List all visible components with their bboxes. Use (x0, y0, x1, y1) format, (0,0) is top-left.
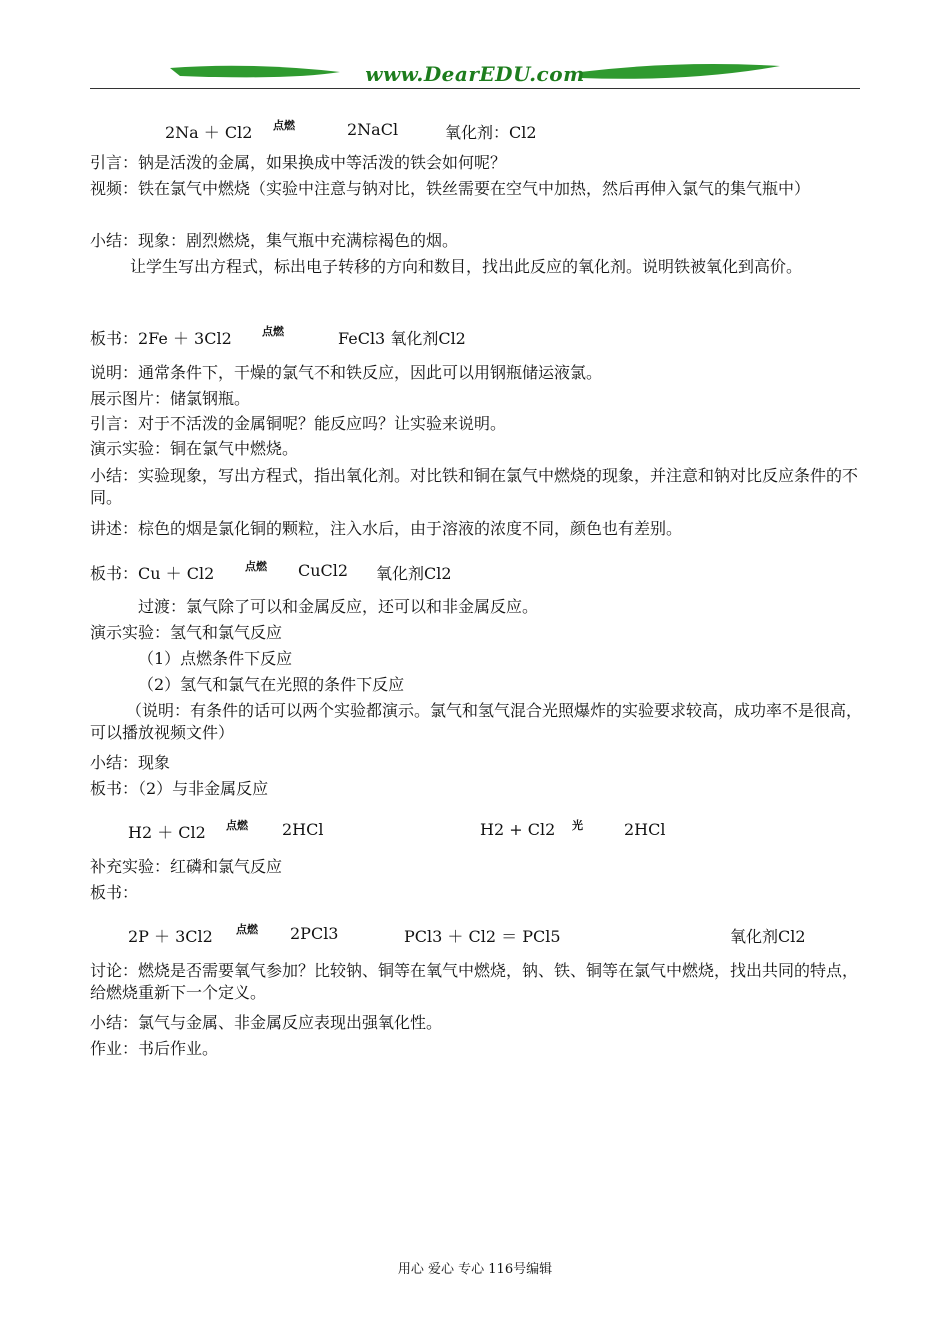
paragraph: 展示图片：储氯钢瓶。 (90, 389, 251, 408)
eq-mid: PCl3 ＋ Cl2 ＝ PCl5 (404, 927, 561, 946)
paragraph: 板书： (90, 883, 139, 902)
reaction-condition: 点燃 (262, 325, 284, 338)
reaction-condition: 点燃 (226, 819, 248, 832)
eq-right: 2HCl (282, 820, 324, 839)
header-banner (90, 58, 860, 92)
paragraph: 板书：（2）与非金属反应 (90, 779, 269, 798)
paragraph: 让学生写出方程式，标出电子转移的方向和数目，找出此反应的氧化剂。说明铁被氧化到高价。 (130, 257, 803, 276)
eq-note: 氧化剂Cl2 (376, 564, 452, 583)
paragraph: 引言：对于不活泼的金属铜呢？能反应吗？让实验来说明。 (90, 414, 507, 433)
paragraph: 视频：铁在氯气中燃烧（实验中注意与钠对比，铁丝需要在空气中加热，然后再伸入氯气的集气瓶中） (90, 179, 811, 198)
paragraph: 小结：实验现象，写出方程式，指出氧化剂。对比铁和铜在氯气中燃烧的现象，并注意和钠对比反应条件的不同。 (90, 466, 859, 507)
paragraph: 讲述：棕色的烟是氯化铜的颗粒，注入水后，由于溶液的浓度不同，颜色也有差别。 (90, 519, 683, 538)
reaction-condition: 点燃 (245, 560, 267, 573)
reaction-condition: 点燃 (273, 119, 295, 132)
eq-left: 板书：Cu ＋ Cl2 (90, 564, 215, 583)
eq-left: H2 + Cl2 (480, 820, 556, 839)
paragraph: 引言：钠是活泼的金属，如果换成中等活泼的铁会如何呢？ (90, 153, 507, 172)
eq-right: 2HCl (624, 820, 666, 839)
eq-note: 氧化剂Cl2 (730, 927, 806, 946)
eq-left: 板书：2Fe ＋ 3Cl2 (90, 329, 232, 348)
paragraph: 演示实验：铜在氯气中燃烧。 (90, 439, 299, 458)
paragraph: 讨论：燃烧是否需要氧气参加？比较钠、铜等在氧气中燃烧，钠、铁、铜等在氯气中燃烧，找出共同的特点，给燃烧重新下一个定义。 (90, 961, 859, 1002)
eq-right: CuCl2 (298, 561, 349, 580)
paragraph: 演示实验：氢气和氯气反应 (90, 623, 283, 642)
paragraph: （说明：有条件的话可以两个实验都演示。氯气和氢气混合光照爆炸的实验要求较高，成功率不是很高，可以播放视频文件） (90, 701, 863, 742)
paragraph: 作业：书后作业。 (90, 1039, 219, 1058)
paragraph: 说明：通常条件下，干燥的氯气不和铁反应，因此可以用钢瓶储运液氯。 (90, 363, 603, 382)
paragraph: 过渡：氯气除了可以和金属反应，还可以和非金属反应。 (138, 597, 539, 616)
page-footer: 用心 爱心 专心 116号编辑 (397, 1262, 553, 1277)
eq-left: 2P ＋ 3Cl2 (128, 927, 213, 946)
reaction-condition: 点燃 (236, 923, 258, 936)
paragraph: 补充实验：红磷和氯气反应 (90, 857, 283, 876)
list-item: （2）氢气和氯气在光照的条件下反应 (138, 675, 405, 694)
paragraph: 小结：现象：剧烈燃烧，集气瓶中充满棕褐色的烟。 (90, 231, 459, 250)
eq-left: 2Na ＋ Cl2 (165, 123, 253, 142)
eq-left: H2 ＋ Cl2 (128, 823, 206, 842)
eq-right: FeCl3 氧化剂Cl2 (338, 329, 466, 348)
eq-right: 2NaCl (347, 120, 399, 139)
paragraph: 小结：现象 (90, 753, 171, 772)
equation-p-cl2 (128, 908, 848, 948)
eq-right: 2PCl3 (290, 924, 339, 943)
list-item: （1）点燃条件下反应 (138, 649, 293, 668)
paragraph: 小结：氯气与金属、非金属反应表现出强氧化性。 (90, 1013, 443, 1032)
header-rule (90, 88, 860, 89)
reaction-condition: 光 (572, 819, 583, 832)
site-title[interactable]: www.DearEDU.com (365, 62, 585, 86)
eq-note: 氧化剂：Cl2 (445, 123, 537, 142)
